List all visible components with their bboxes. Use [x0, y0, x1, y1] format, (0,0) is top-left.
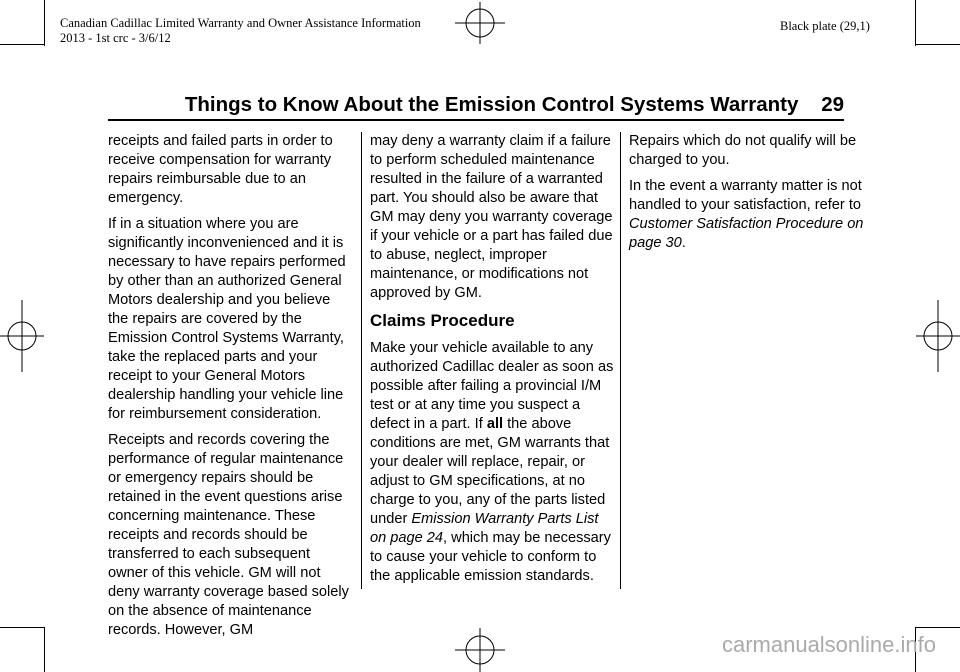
plate-label: Black plate (29,1) [780, 19, 870, 33]
column-1 [108, 132, 353, 647]
registration-mark-right [916, 300, 960, 372]
document-title: Canadian Cadillac Limited Warranty and Owner Assistance Information [60, 16, 421, 30]
text-run: , which may be necessary to cause your vehicle to conform to the applicable emission standards. [370, 530, 611, 584]
cross-reference[interactable]: Emission Warranty Parts List on page 24 [370, 511, 599, 546]
text-run: . [681, 235, 686, 251]
registration-mark-top [455, 2, 505, 44]
paragraph: Receipts and records covering the performance of regular maintenance or emergency repairs should be retained in the event questions arise concerning maintenance. These receipts and records should be transferred to each subsequent owner of this vehicle. GM will not deny warranty coverage based solely on the absence of maintenance records. However, GM [108, 432, 349, 638]
section-title: Things to Know About the Emission Control Systems Warranty [184, 93, 799, 116]
watermark: carmanualsonline.info [721, 632, 936, 657]
document-version: 2013 - 1st crc - 3/6/12 [60, 31, 171, 45]
text-run: Make your vehicle available to any authorized Cadillac dealer as soon as possible after failing a provincial I/M test or at any time you suspect a defect in a part. If [370, 340, 614, 432]
registration-mark-left [0, 300, 44, 372]
column-3 [629, 132, 874, 260]
page-number: 29 [821, 93, 844, 116]
bold-text: all [486, 416, 504, 432]
cross-reference[interactable]: Customer Satisfaction Procedure on page 30 [629, 216, 864, 251]
paragraph: receipts and failed parts in order to receive compensation for warranty repairs reimbursable due to an emergency. [108, 133, 333, 206]
section-heading: Claims Procedure [370, 311, 515, 330]
column-divider [361, 132, 362, 589]
registration-mark-bottom [455, 628, 505, 672]
text-run: the above conditions are met, GM warrants that your dealer will replace, repair, or adjust to GM specifications, at no charge to you, any of the parts listed under [370, 416, 610, 527]
column-divider [620, 132, 621, 589]
paragraph: If in a situation where you are significantly inconvenienced and it is necessary to have repairs performed by other than an authorized General Motors dealership and you believe the repairs are covered by the Emission Control Systems Warranty, take the replaced parts and your receipt to your General Motors dealership handling your vehicle line for reimbursement consideration. [108, 216, 346, 422]
page-title [108, 92, 844, 118]
column-2 [370, 132, 615, 593]
paragraph: Repairs which do not qualify will be charged to you. [629, 133, 857, 168]
text-run: In the event a warranty matter is not handled to your satisfaction, refer to [629, 178, 862, 213]
paragraph: may deny a warranty claim if a failure to perform scheduled maintenance resulted in the failure of a warranted part. You should also be aware that GM may deny you warranty coverage if your vehicle or a part has failed due to abuse, neglect, improper maintenance, or modifications not approved by GM. [370, 133, 613, 301]
paragraph [629, 177, 874, 253]
paragraph [370, 339, 615, 586]
title-rule [108, 119, 844, 121]
